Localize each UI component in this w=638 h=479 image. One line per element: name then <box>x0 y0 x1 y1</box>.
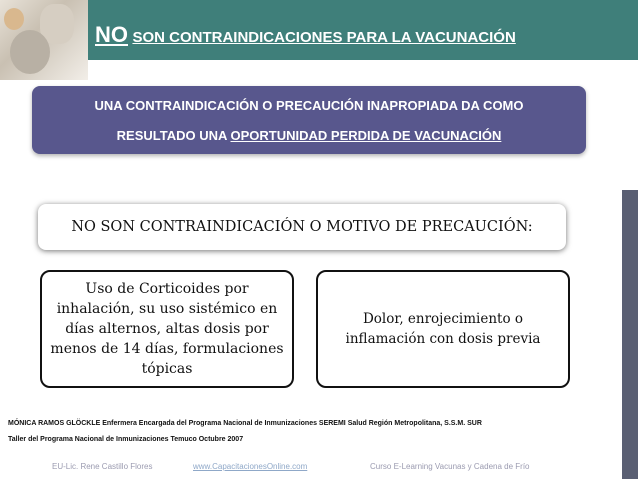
section-heading: NO SON CONTRAINDICACIÓN O MOTIVO DE PRECAUCIÓN: <box>38 204 566 250</box>
warning-banner <box>32 86 586 154</box>
footer-link[interactable]: www.CapacitacionesOnline.com <box>193 462 308 471</box>
banner-line-2 <box>32 121 586 151</box>
credit-line-2: Taller del Programa Nacional de Inmunizaciones Temuco Octubre 2007 <box>8 436 244 443</box>
item-box-corticoids <box>40 270 294 388</box>
title-rest: SON CONTRAINDICACIONES PARA LA VACUNACIÓN <box>132 29 516 46</box>
footer-course: Curso E-Learning Vacunas y Cadena de Frío <box>370 462 530 471</box>
title-prefix: NO <box>95 22 128 47</box>
banner-line-2-underlined: OPORTUNIDAD PERDIDA DE VACUNACIÓN <box>230 128 502 143</box>
banner-line-2-prefix: RESULTADO UNA <box>116 128 231 143</box>
credit-line-1: MÓNICA RAMOS GLÖCKLE Enfermera Encargada del Programa Nacional de Inmunizaciones SEREMI Salud Región Metropolitana, S.S.M. SUR <box>8 420 482 427</box>
page-title <box>95 22 516 48</box>
item-box-pain <box>316 270 570 388</box>
photo-figure <box>10 30 50 74</box>
banner-line-1: UNA CONTRAINDICACIÓN O PRECAUCIÓN INAPROPIADA DA COMO <box>94 98 524 113</box>
photo-figure <box>4 8 24 30</box>
footer-author: EU-Lic. Rene Castillo Flores <box>52 462 153 471</box>
vaccination-photo <box>0 0 88 80</box>
item-box-text: Uso de Corticoides por inhalación, su uso sistémico en días alternos, altas dosis por menos de 14 días, formulaciones tópicas <box>50 281 284 377</box>
right-side-bar-dark <box>622 190 638 479</box>
item-box-text: Dolor, enrojecimiento o inflamación con dosis previa <box>345 311 541 347</box>
